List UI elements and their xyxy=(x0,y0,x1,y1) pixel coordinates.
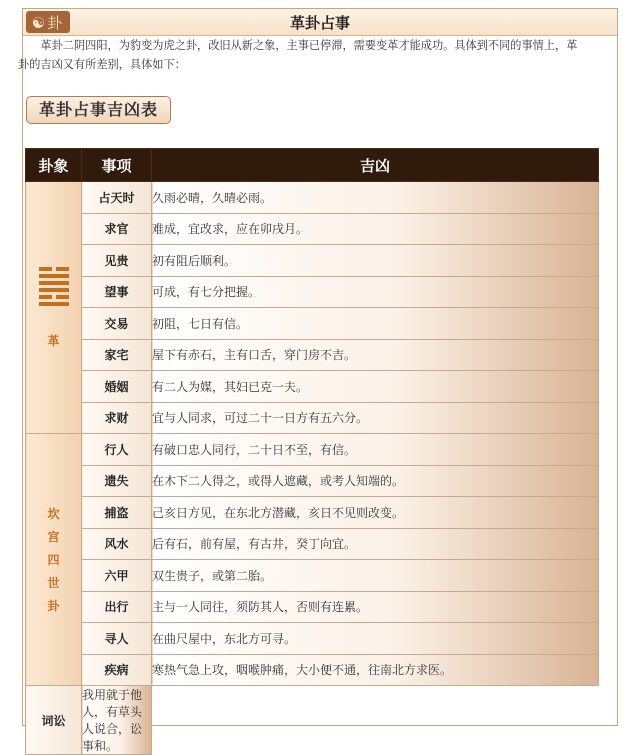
section-label: 革卦占事吉凶表 xyxy=(26,96,171,124)
hexagram-name: 革 xyxy=(47,333,60,348)
item-cell: 疾病 xyxy=(82,654,152,686)
result-cell: 宜与人同求，可过二十一日方有五六分。 xyxy=(152,402,599,434)
item-cell: 望事 xyxy=(82,276,152,308)
result-cell: 有二人为媒，其妇已克一夫。 xyxy=(152,371,599,403)
header-hexagram: 卦象 xyxy=(26,149,82,182)
result-cell: 在木下二人得之，或得人遮藏，或考人知端的。 xyxy=(152,465,599,497)
item-cell: 捕盗 xyxy=(82,497,152,529)
palace-label xyxy=(26,505,81,614)
table-row xyxy=(26,560,599,592)
table-row xyxy=(26,213,599,245)
palace-char: 宫 xyxy=(47,530,60,544)
table-row xyxy=(26,182,599,214)
palace-char: 四 xyxy=(47,553,60,567)
omen-table xyxy=(25,148,599,755)
palace-char: 坎 xyxy=(47,507,60,521)
result-cell: 可成，有七分把握。 xyxy=(152,276,599,308)
item-cell: 求官 xyxy=(82,213,152,245)
title-bar xyxy=(23,9,617,36)
result-cell: 有破口忠人同行，二十日不至，有信。 xyxy=(152,434,599,466)
yao-line xyxy=(39,302,69,306)
result-cell: 双生贵子，或第二胎。 xyxy=(152,560,599,592)
hexagram-icon xyxy=(26,267,81,306)
header-result: 吉凶 xyxy=(152,149,599,182)
result-cell: 难成，宜改求，应在卯戌月。 xyxy=(152,213,599,245)
result-cell: 初有阻后顺利。 xyxy=(152,245,599,277)
table-row xyxy=(26,308,599,340)
table-row xyxy=(26,371,599,403)
palace-char: 卦 xyxy=(47,599,60,613)
item-cell: 交易 xyxy=(82,308,152,340)
page-title: 革卦占事 xyxy=(289,14,350,32)
result-cell: 寒热气急上攻，咽喉肿痛，大小便不通，往南北方求医。 xyxy=(152,654,599,686)
hexagram-group-ge xyxy=(26,182,82,434)
table-row xyxy=(26,591,599,623)
item-cell: 风水 xyxy=(82,528,152,560)
item-cell: 行人 xyxy=(82,434,152,466)
item-cell: 见贵 xyxy=(82,245,152,277)
item-cell: 六甲 xyxy=(82,560,152,592)
logo-icon: ☯卦 xyxy=(26,11,70,33)
table-row xyxy=(26,465,599,497)
item-cell: 词讼 xyxy=(26,686,82,755)
result-cell: 己亥日方见，在东北方潜藏，亥日不见则改变。 xyxy=(152,497,599,529)
table-row xyxy=(26,623,599,655)
table-row xyxy=(26,654,599,686)
table-row xyxy=(26,402,599,434)
yao-line xyxy=(39,288,69,292)
intro-paragraph: 革卦二阴四阳，为豹变为虎之卦，改旧从新之象，主事已停滞，需要变革才能成功。具体到不同的事情上，革卦的吉凶又有所差别，具体如下： xyxy=(18,39,578,71)
table-row xyxy=(26,686,599,755)
table-row xyxy=(26,339,599,371)
table-header-row xyxy=(26,149,599,182)
result-cell: 我用就于他人，有草头人说合，讼事和。 xyxy=(82,686,152,755)
table-row xyxy=(26,276,599,308)
item-cell: 家宅 xyxy=(82,339,152,371)
yao-line xyxy=(39,274,69,278)
item-cell: 寻人 xyxy=(82,623,152,655)
result-cell: 主与一人同往，须防其人，否则有连累。 xyxy=(152,591,599,623)
item-cell: 婚姻 xyxy=(82,371,152,403)
result-cell: 后有石，前有屋，有古井，癸丁向宜。 xyxy=(152,528,599,560)
yao-line xyxy=(39,281,69,285)
header-item: 事项 xyxy=(82,149,152,182)
result-cell: 久雨必晴，久晴必雨。 xyxy=(152,182,599,214)
result-cell: 在曲尺屋中，东北方可寻。 xyxy=(152,623,599,655)
yao-line xyxy=(39,267,69,271)
yao-line xyxy=(39,295,69,299)
table-row xyxy=(26,434,599,466)
table-row xyxy=(26,528,599,560)
result-cell: 初阻，七日有信。 xyxy=(152,308,599,340)
item-cell: 遗失 xyxy=(82,465,152,497)
palace-char: 世 xyxy=(47,576,60,590)
result-cell: 屋下有赤石，主有口舌，穿门房不吉。 xyxy=(152,339,599,371)
item-cell: 求财 xyxy=(82,402,152,434)
item-cell: 占天时 xyxy=(82,182,152,214)
table-row xyxy=(26,497,599,529)
hexagram-group-kan xyxy=(26,434,82,686)
item-cell: 出行 xyxy=(82,591,152,623)
table-row xyxy=(26,245,599,277)
